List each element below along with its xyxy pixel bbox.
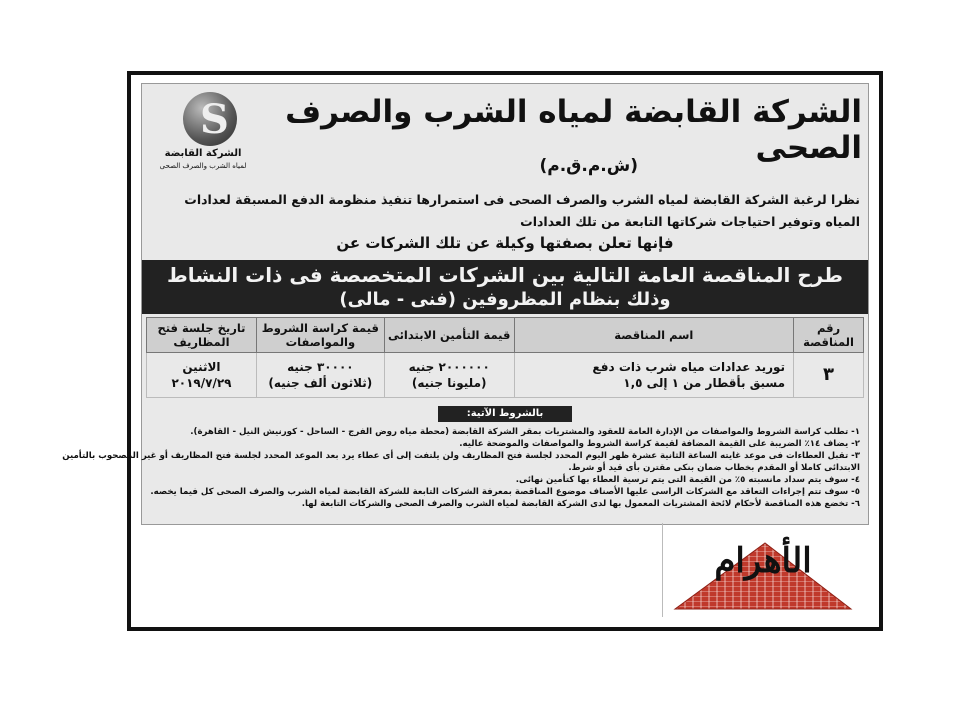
header-insurance: قيمة التأمين الابتدائى: [384, 318, 514, 353]
cell-name-line-2: مسبق بأقطار من ١ إلى ١,٥: [623, 376, 786, 390]
cell-name-line-1: توريد عدادات مياه شرب ذات دفع: [592, 359, 786, 374]
tender-table: [146, 317, 864, 398]
logo-text: الشركة القابضة: [164, 148, 242, 159]
header-booklet: قيمة كراسة الشروط والمواصفات: [256, 318, 384, 353]
intro-line-2: المياه وتوفير احتياجات شركاتها التابعة من تلك العدادات: [520, 214, 860, 229]
header-name: اسم المناقصة: [514, 318, 793, 353]
cell-insurance-line-2: (مليونا جنيه): [411, 376, 487, 390]
company-logo: [148, 88, 258, 184]
cell-booklet-line-2: (ثلاثون ألف جنيه): [268, 376, 373, 390]
conditions-title: بالشروط الآتية:: [438, 406, 572, 422]
announcement-line: فإنها تعلن بصفتها وكيلة عن تلك الشركات عن: [336, 234, 674, 252]
tender-title-line-2: وذلك بنظام المظروفين (فنى - مالى): [339, 289, 671, 310]
newspaper-clipping: [62, 83, 869, 525]
condition-item: ٢- يضاف ١٤٪ الضريبة على القيمة المضافة لقيمة كراسة الشروط والمواصفات والموضحة عاليه.: [459, 439, 860, 449]
table-row: [147, 353, 864, 398]
logo-s-icon: S: [200, 96, 229, 143]
condition-item: ٥- سوف تتم إجراءات التعاقد مع الشركات الراسى عليها الأصناف موضوع المناقصة بمعرفة الشركات التابعة للشركة القابضة لمياه الشرب والصرف الصحى كل فيما يخصه.: [150, 487, 860, 497]
intro-line-1: نظرا لرغبة الشركة القابضة لمياه الشرب والصرف الصحى فى استمرارها تنفيذ منظومة الدفع المسبقة لعدادات: [184, 192, 860, 207]
tender-title-band: [142, 260, 868, 314]
newspaper-name: الأهرام: [714, 541, 812, 581]
condition-item: ١- تطلب كراسة الشروط والمواصفات من الإدارة العامة للعقود والمشتريات بمقر الشركة القابضة (محطة مياه روض الفرج - الساحل - كورنيش النيل - القاهرة).: [190, 427, 860, 437]
company-abbreviation: (ش.م.ق.م): [539, 156, 638, 176]
advertisement-frame: [62, 71, 883, 631]
company-name: الشركة القابضة لمياه الشرب والصرف الصحى: [285, 94, 862, 166]
cell-opening-line-1: الاثنين: [182, 359, 221, 374]
cell-booklet: [256, 353, 384, 398]
condition-item: ٦- تخضع هذه المناقصة لأحكام لائحة المشتريات المعمول بها لدى الشركة القابضة لمياه الشرب والصرف الصحى والشركات التابعة لها.: [301, 499, 860, 509]
cell-booklet-line-1: ٣٠٠٠٠ جنيه: [287, 359, 354, 374]
logo-subtext: لمياه الشرب والصرف الصحى: [159, 162, 247, 170]
cell-opening: [147, 353, 257, 398]
table-header-row: [147, 318, 864, 353]
header-opening: تاريخ جلسة فتح المظاريف: [147, 318, 257, 353]
cell-insurance: [384, 353, 514, 398]
condition-item: ٣- تقبل العطاءات فى موعد غايته الساعة الثانية عشرة ظهر اليوم المحدد لجلسة فتح المظاريف ولن يلتفت إلى أى عطاء يرد بعد الموعد المحدد لجلسة فتح المظاريف أو غير المصحوب بالتأمين: [62, 451, 860, 461]
cell-opening-line-2: ٢٠١٩/٧/٢٩: [171, 376, 232, 390]
header-number: رقم المناقصة: [794, 318, 864, 353]
conditions-list: [62, 426, 860, 510]
newspaper-logo: [662, 523, 863, 617]
tender-title-line-1: طرح المناقصة العامة التالية بين الشركات المتخصصة فى ذات النشاط: [167, 263, 843, 287]
cell-insurance-line-1: ٢٠٠٠٠٠٠ جنيه: [408, 359, 490, 374]
cell-number: ٣: [794, 353, 864, 398]
cell-name: [514, 353, 793, 398]
condition-item: الابتدائى كاملا أو المقدم بخطاب ضمان بنكى مقترن بأى قيد أو شرط.: [568, 463, 860, 473]
condition-item: ٤- سوف يتم سداد مانسبته ٥٪ من القيمة التى يتم ترسية العطاء بها كتأمين نهائى.: [515, 475, 860, 485]
